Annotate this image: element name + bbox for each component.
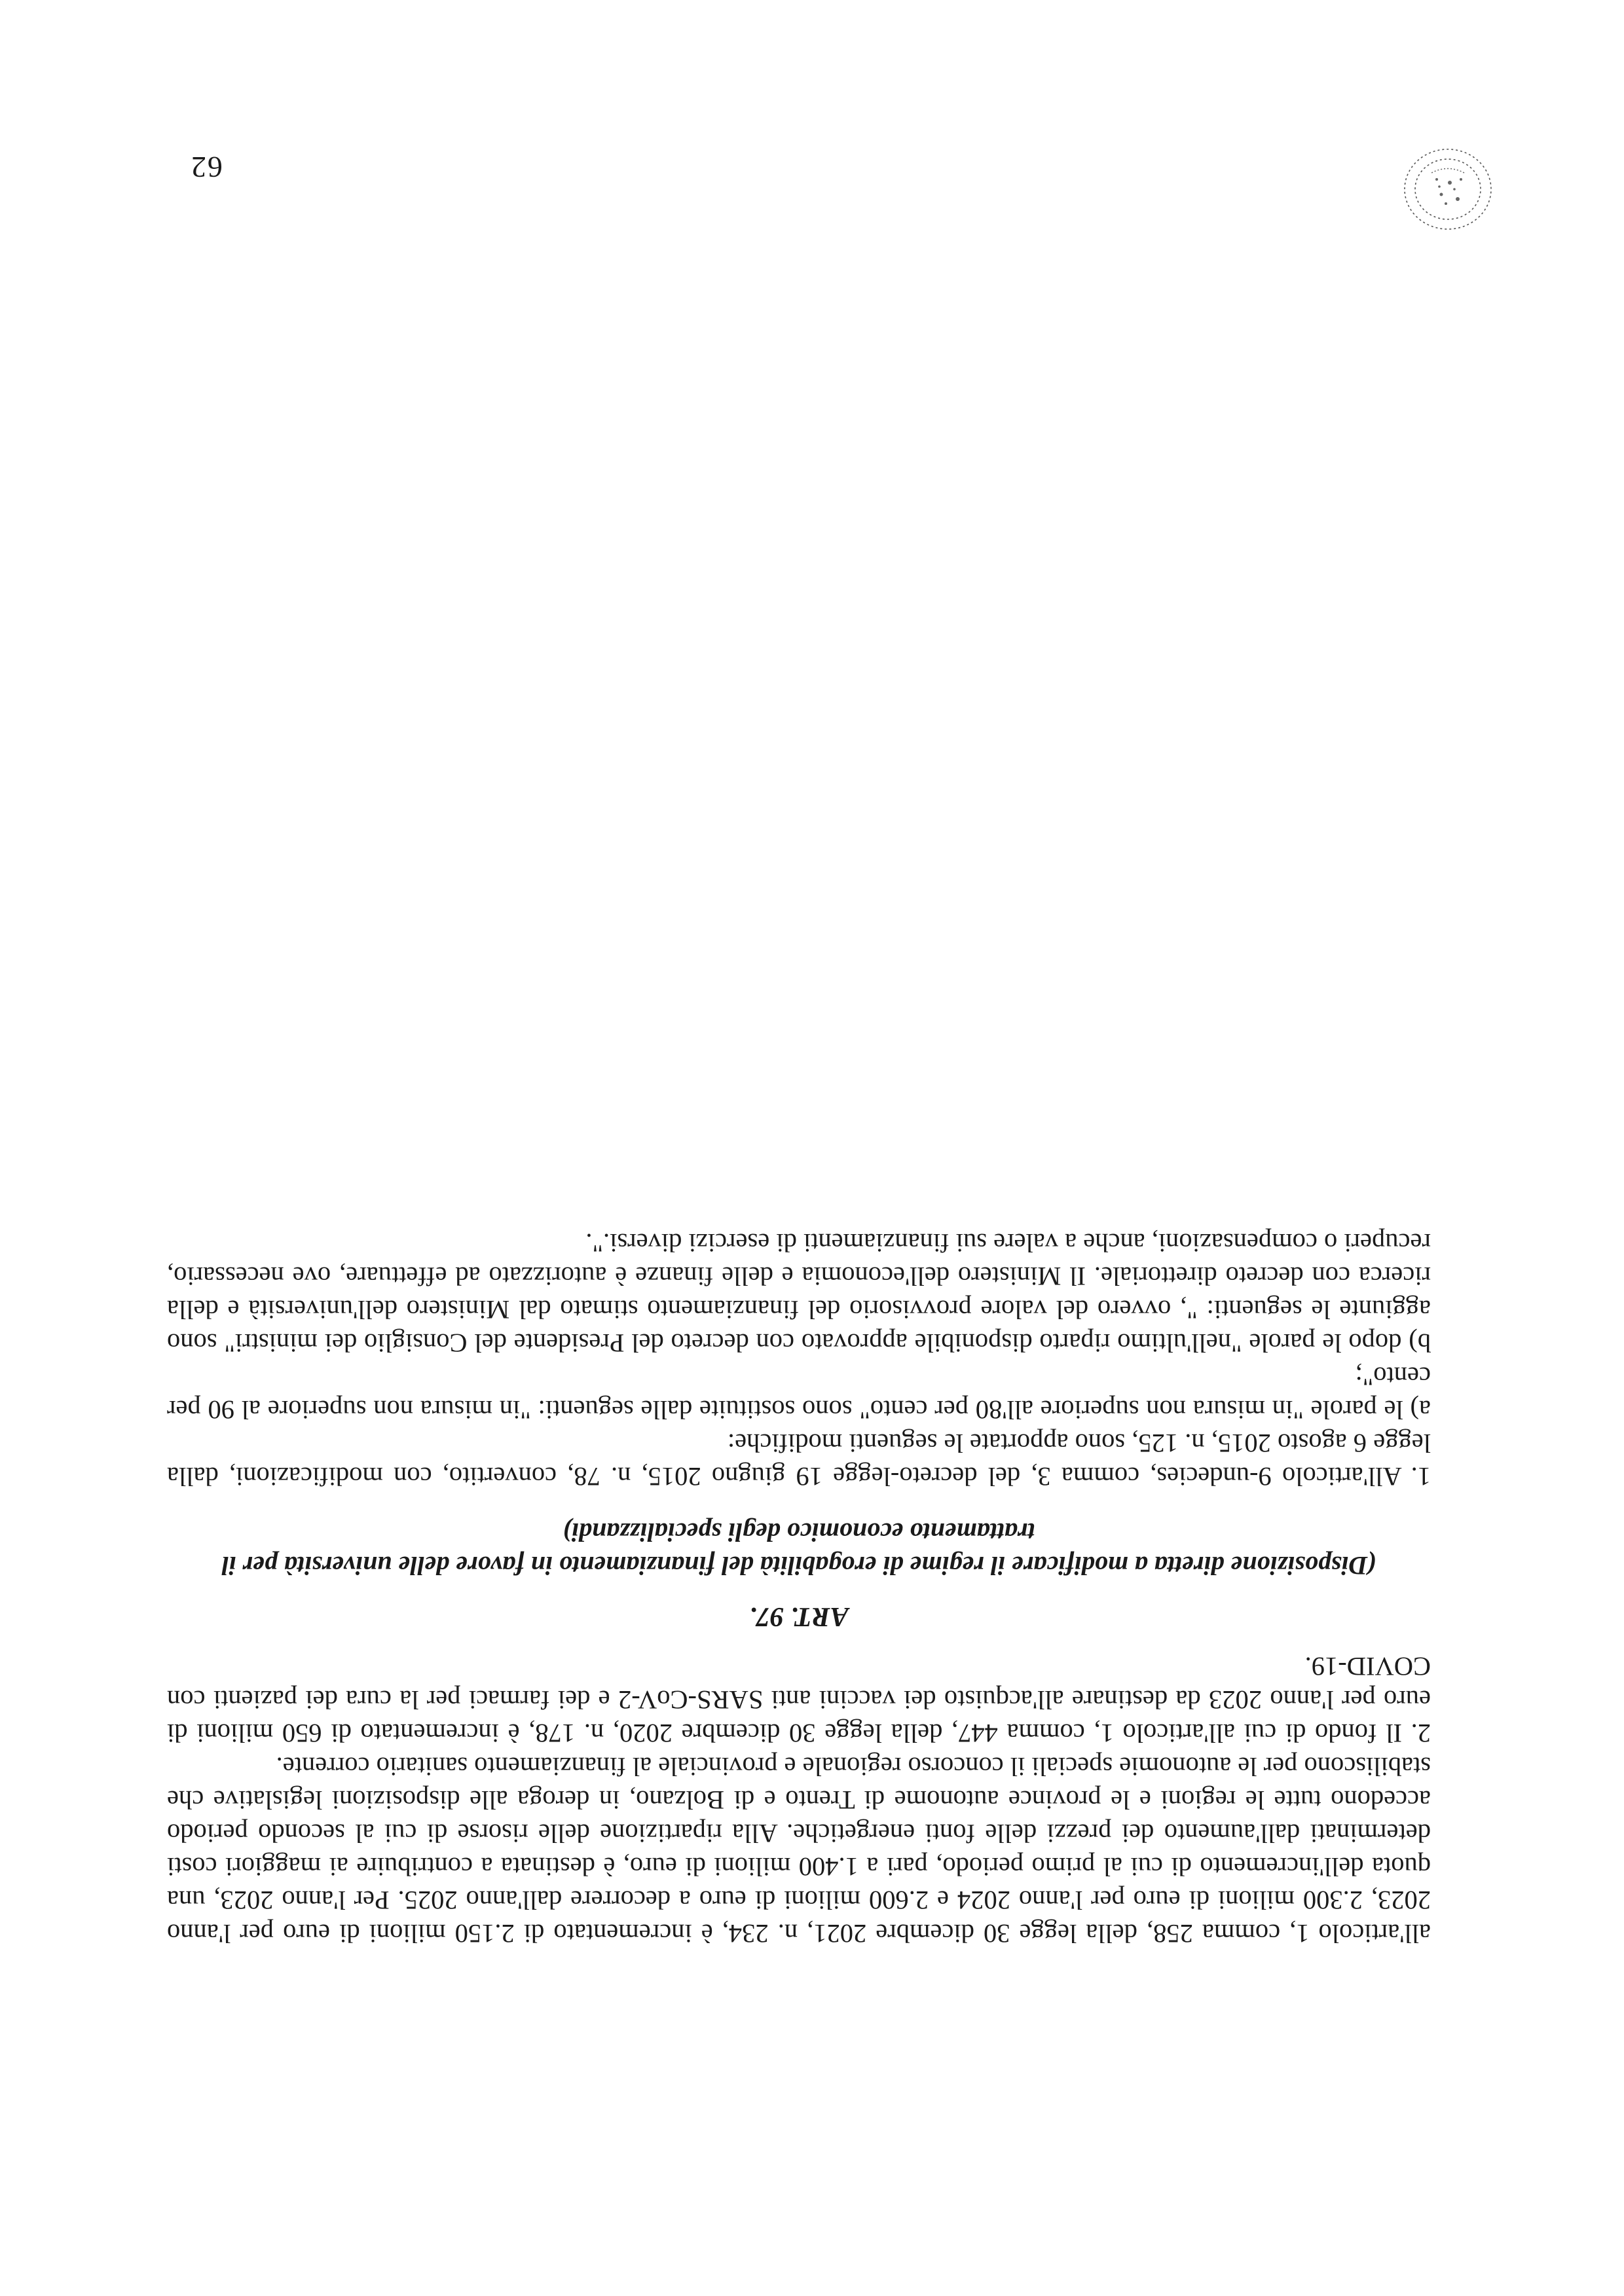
page-number: 62 <box>190 151 223 184</box>
text-column <box>167 1226 1431 1950</box>
article-paragraph-1: 1. All'articolo 9-undecies, comma 3, del decreto-legge 19 giugno 2015, n. 78, convertito, con modificazioni, dalla legge 6 agosto 2015, n. 125, sono apportate le seguenti modifiche: <box>167 1429 1431 1491</box>
list-item-a: a) le parole "in misura non superiore all'80 per cento" sono sostituite dalle seguenti: "in misura non superiore al 90 per cento"; <box>167 1362 1431 1425</box>
paragraph-2: 2. Il fondo di cui all'articolo 1, comma 447, della legge 30 dicembre 2020, n. 178, è incrementato di 650 milioni di euro per l'anno 2023 da destinare all'acquisto dei vaccini anti SARS-CoV-2 e dei farmaci per la cura dei pazienti con COVID-19. <box>167 1652 1431 1748</box>
continuation-paragraph: all'articolo 1, comma 258, della legge 30 dicembre 2021, n. 234, è incrementato di 2.150 milioni di euro per l'anno 2023, 2.300 milioni di euro per l'anno 2024 e 2.600 milioni di euro a decorrere dall'anno 2025. Per l'anno 2023, una quota dell'incremento di cui al primo periodo, pari a 1.400 milioni di euro, è destinata a contribuire ai maggiori costi determinati dall'aumento dei prezzi delle fonti energetiche. Alla ripartizione delle risorse di cui al secondo periodo accedono tutte le regioni e le province autonome di Trento e di Bolzano, in deroga alle disposizioni legislative che stabiliscono per le autonomie speciali il concorso regionale e provinciale al finanziamento sanitario corrente. <box>167 1752 1431 1948</box>
circular-seal-icon <box>1399 143 1497 235</box>
list-item-b: b) dopo le parole "nell'ultimo riparto disponibile approvato con decreto del Presidente del Consiglio dei ministri" sono aggiunte le seguenti: ", ovvero del valore provvisorio del finanziamento stimato dal Ministero dell'università e della ricerca con decreto direttoriale. Il Ministero dell'economia e delle finanze è autorizzato ad effettuare, ove necessario, recuperi o compensazioni, anche a valere sui finanziamenti di esercizi diversi.". <box>167 1228 1431 1358</box>
article-heading: ART. 97. <box>749 1601 849 1631</box>
article-subtitle: (Disposizione diretta a modificare il regime di erogabilità del finanziamento in favore delle università per il trattamento economico degli specializzandi) <box>221 1518 1376 1580</box>
